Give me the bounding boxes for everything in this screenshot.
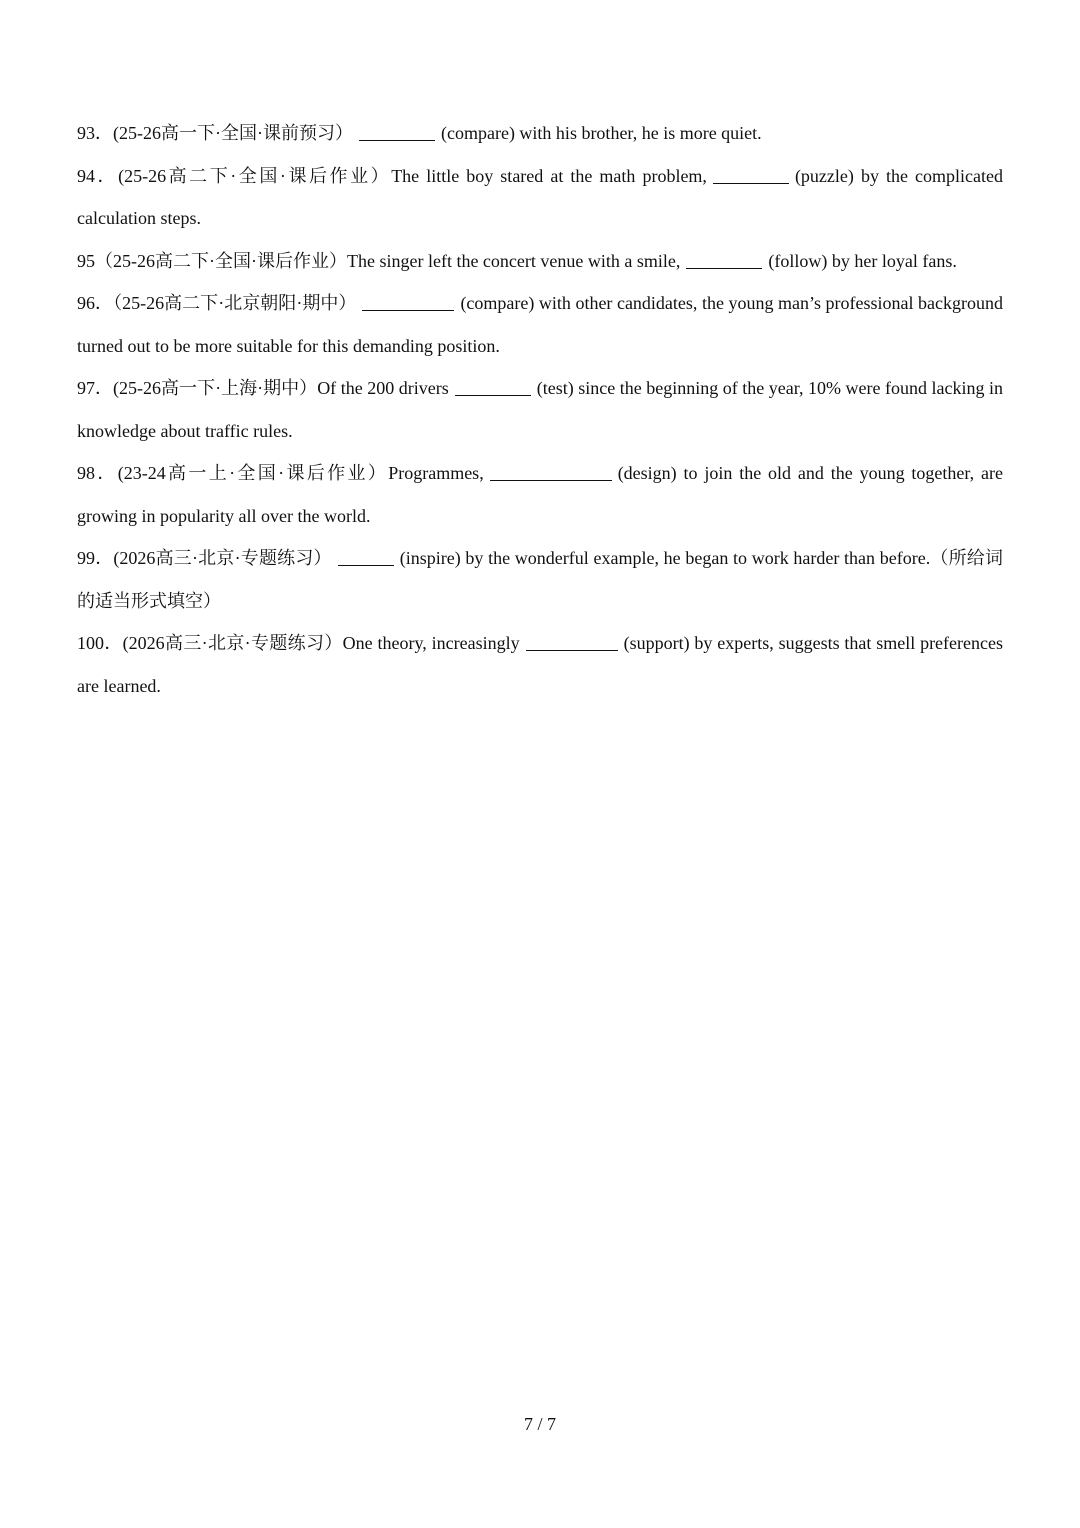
question-text-after: (compare) with other candidates, the young man’s professional background turned out to be more suitable for this demanding position.: [77, 293, 1003, 356]
question-text-after: (puzzle) by the complicated calculation steps.: [77, 165, 1003, 228]
answer-blank[interactable]: [359, 122, 435, 141]
question-text-after: (test) since the beginning of the year, 10% were found lacking in knowledge about traffic rules.: [77, 378, 1003, 441]
question-source: (25-26高一下·全国·课前预习）: [113, 123, 353, 143]
question-source: (2026高三·北京·专题练习）: [113, 548, 332, 568]
question-number: 99．: [77, 548, 114, 568]
question-99: [77, 537, 1003, 622]
question-source: （25-26高二下·北京朝阳·期中）: [113, 293, 357, 313]
answer-blank[interactable]: [686, 250, 762, 269]
question-text-after: (follow) by her loyal fans.: [768, 250, 957, 271]
question-number: 100．: [77, 633, 123, 653]
question-number: 97．: [77, 378, 114, 398]
question-text-after: (support) by experts, suggests that smell preferences are learned.: [77, 633, 1004, 696]
question-text-before: The singer left the concert venue with a smile,: [346, 250, 681, 271]
question-number: 95（: [77, 250, 113, 271]
question-98: [77, 452, 1003, 537]
answer-blank[interactable]: [526, 632, 618, 651]
question-source: (25-26高二下·全国·课后作业）: [118, 165, 392, 186]
answer-blank[interactable]: [455, 377, 531, 396]
question-source: (23-24高一上·全国·课后作业）: [117, 463, 389, 483]
question-text-after: (design) to join the old and the young together, are growing in popularity all over the world.: [77, 463, 1003, 526]
question-93: [77, 112, 1003, 155]
question-96: [77, 282, 1003, 367]
question-list: [77, 112, 1003, 707]
answer-blank[interactable]: [713, 165, 789, 184]
question-number: 93．: [77, 123, 113, 143]
question-source: 25-26高二下·全国·课后作业）: [113, 250, 347, 271]
question-94: [77, 155, 1003, 240]
question-text-before: The little boy stared at the math problem,: [391, 165, 707, 186]
question-text-before: Programmes,: [388, 463, 484, 483]
page-number: 7 / 7: [523, 1414, 556, 1434]
question-number: 96．: [77, 293, 114, 313]
answer-blank[interactable]: [362, 292, 454, 311]
answer-blank[interactable]: [338, 547, 394, 566]
question-97: [77, 367, 1003, 452]
question-source: (2026高三·北京·专题练习）: [122, 633, 343, 653]
question-95: [77, 240, 1003, 283]
question-text-before: Of the 200 drivers: [317, 378, 449, 398]
question-number: 98．: [77, 463, 118, 483]
question-text-before: One theory, increasingly: [342, 633, 520, 653]
question-text-after: (inspire) by the wonderful example, he began to work harder than before.（所给词的适当形式填空）: [77, 548, 1004, 611]
question-source: (25-26高一下·上海·期中）: [113, 378, 318, 398]
question-text-after: (compare) with his brother, he is more quiet.: [440, 123, 762, 143]
question-100: [77, 622, 1003, 707]
question-number: 94．: [77, 165, 119, 186]
answer-blank[interactable]: [490, 462, 612, 481]
